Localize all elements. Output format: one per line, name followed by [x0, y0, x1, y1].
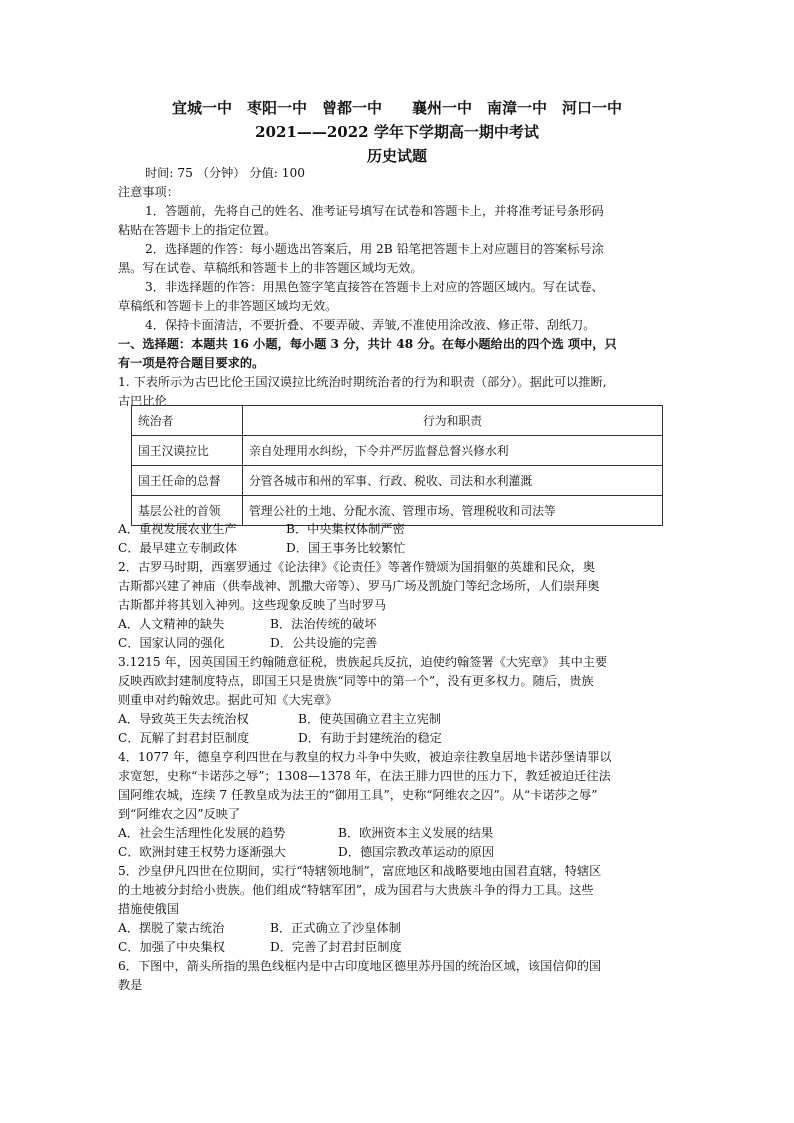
q2-line-2: 古斯都兴建了神庙（供奉战神、凯撒大帝等）、罗马广场及凯旋门等纪念场所，人们崇拜奥: [118, 579, 600, 593]
note-1-line-1: 1．答题前，先将自己的姓名、准考证号填写在试卷和答题卡上，并将准考证号条形码: [145, 204, 604, 218]
q4-option-c: C．欧洲封建王权势力逐渐强大: [118, 845, 286, 859]
ruler-duties-table: [131, 405, 663, 526]
q3-line-3: 则重申对约翰效忠。据此可知《大宪章》: [118, 693, 338, 707]
table-cell-ruler: 国王汉谟拉比: [132, 436, 243, 466]
q1-option-c: C．最早建立专制政体: [118, 541, 238, 555]
note-3-line-2: 草稿纸和答题卡上的非答题区域均无效。: [118, 299, 338, 313]
table-header-duties: 行为和职责: [243, 406, 663, 436]
section-heading-line-1: 一、选择题：本题共 16 小题，每小题 3 分，共计 48 分。在每小题给出的四个选 项中，只: [118, 337, 617, 351]
q4-line-2: 求宽恕，史称“卡诺莎之辱”；1308—1378 年，在法王腓力四世的压力下，教廷被迫迁往法: [118, 769, 611, 783]
q5-line-1: 5．沙皇伊凡四世在位期间，实行“特辖领地制”，富庶地区和战略要地由国君直辖，特辖区: [118, 864, 602, 878]
section-heading-line-2: 有一项是符合题目要求的。: [118, 356, 265, 370]
q2-option-c: C．国家认同的强化: [118, 636, 225, 650]
q2-option-b: B．法治传统的破坏: [270, 617, 377, 631]
school-names: 宜城一中 枣阳一中 曾都一中 襄州一中 南漳一中 河口一中: [171, 99, 622, 117]
q1-option-d: D．国王事务比较繁忙: [286, 541, 406, 555]
note-3-line-1: 3．非选择题的作答：用黑色签字笔直接答在答题卡上对应的答题区域内。写在试卷、: [145, 280, 604, 294]
q3-line-1: 3.1215 年，因英国国王约翰随意征税，贵族起兵反抗，迫使约翰签署《大宪章》 其中主要: [118, 655, 608, 669]
table-cell-duties: 管理公社的土地、分配水流、管理市场、管理税收和司法等: [243, 496, 663, 526]
q2-line-1: 2．古罗马时期，西塞罗通过《论法律》《论责任》等著作赞颂为国捐躯的英雄和民众，奥: [118, 560, 595, 574]
q1-option-a: A．重视发展农业生产: [118, 522, 237, 536]
table-row: [132, 466, 663, 496]
q5-line-3: 措施使俄国: [118, 902, 179, 916]
note-1-line-2: 粘贴在答题卡上的指定位置。: [118, 223, 277, 237]
table-cell-ruler: 国王任命的总督: [132, 466, 243, 496]
q3-option-a: A．导致英王失去统治权: [118, 712, 249, 726]
q5-option-d: D．完善了封君封臣制度: [270, 940, 402, 954]
table-cell-ruler: 基层公社的首领: [132, 496, 243, 526]
q4-option-d: D．德国宗教改革运动的原因: [338, 845, 495, 859]
q1-stem-line-2: 古巴比伦: [118, 394, 167, 408]
q3-option-b: B．使英国确立君主立宪制: [298, 712, 442, 726]
table-cell-duties: 亲自处理用水纠纷，下令并严厉监督总督兴修水利: [243, 436, 663, 466]
q6-line-1: 6．下图中，箭头所指的黑色线框内是中古印度地区德里苏丹国的统治区域，该国信仰的国: [118, 959, 602, 973]
q2-line-3: 古斯都并将其划入神列。这些现象反映了当时罗马: [118, 598, 387, 612]
q3-option-c: C．瓦解了封君封臣制度: [118, 731, 250, 745]
table-row: [132, 436, 663, 466]
q4-option-b: B．欧洲资本主义发展的结果: [338, 826, 494, 840]
q1-option-b: B．中央集权体制严密: [286, 522, 405, 536]
exam-title: 2021——2022 学年下学期高一期中考试: [255, 123, 539, 141]
q6-line-2: 教是: [118, 978, 143, 992]
time-score-info: 时间: 75 （分钟） 分值: 100: [145, 166, 305, 180]
notes-heading: 注意事项：: [118, 185, 179, 199]
q5-line-2: 的土地被分封给小贵族。他们组成“特辖军团”，成为国君与大贵族斗争的得力工具。这些: [118, 883, 594, 897]
q4-line-3: 国阿维农城，连续 7 任教皇成为法王的“御用工具”，史称“阿维农之囚”。从“卡诺莎之辱”: [118, 788, 598, 802]
q5-option-b: B．正式确立了沙皇体制: [270, 921, 401, 935]
q2-option-d: D．公共设施的完善: [270, 636, 378, 650]
q5-option-a: A．摆脱了蒙古统治: [118, 921, 225, 935]
table-header-row: [132, 406, 663, 436]
q3-option-d: D．有助于封建统治的稳定: [298, 731, 442, 745]
note-4: 4．保持卡面清洁，不要折叠、不要弄破、弄皱,不准使用涂改液、修正带、刮纸刀。: [145, 318, 596, 332]
q4-line-1: 4．1077 年，德皇亨利四世在与教皇的权力斗争中失败，被迫亲往教皇居地卡诺莎堡请罪以: [118, 750, 612, 764]
table-cell-duties: 分管各城市和州的军事、行政、税收、司法和水利灌溉: [243, 466, 663, 496]
q2-option-a: A．人文精神的缺失: [118, 617, 225, 631]
note-2-line-1: 2．选择题的作答：每小题选出答案后，用 2B 铅笔把答题卡上对应题目的答案标号涂: [145, 242, 604, 256]
subject-title: 历史试题: [366, 147, 427, 165]
table-header-ruler: 统治者: [132, 406, 243, 436]
note-2-line-2: 黑。写在试卷、草稿纸和答题卡上的非答题区域均无效。: [118, 261, 423, 275]
q4-line-4: 到“阿维农之囚”反映了: [118, 807, 241, 821]
q1-stem-line-1: 1. 下表所示为古巴比伦王国汉谟拉比统治时期统治者的行为和职责（部分）。据此可以推断,: [118, 375, 607, 389]
q4-option-a: A．社会生活理性化发展的趋势: [118, 826, 286, 840]
q3-line-2: 反映西欧封建制度特点，即国王只是贵族“同等中的第一个”，没有更多权力。随后，贵族: [118, 674, 594, 688]
q5-option-c: C．加强了中央集权: [118, 940, 225, 954]
